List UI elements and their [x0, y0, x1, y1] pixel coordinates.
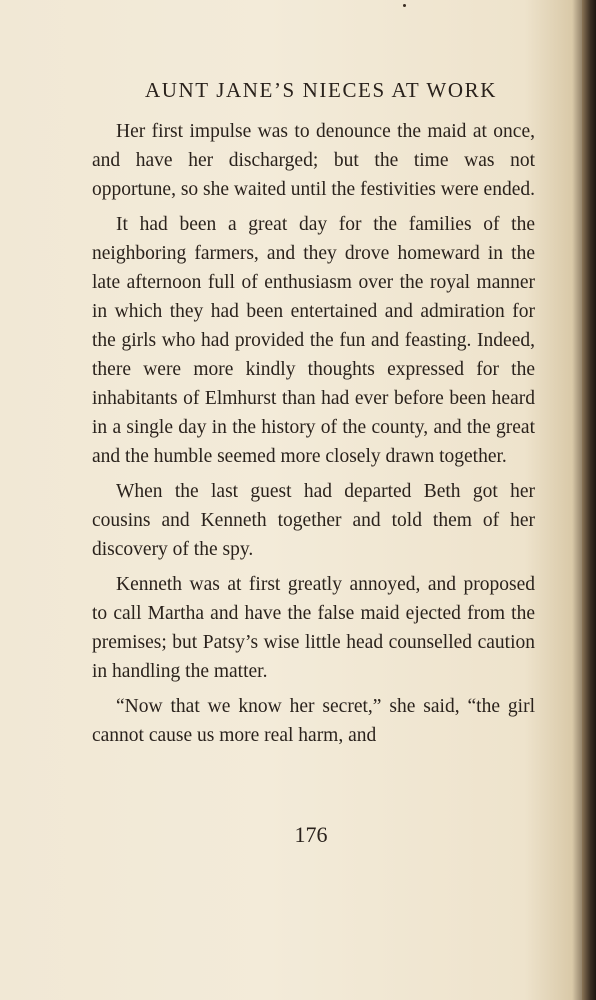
paragraph-4: Kenneth was at first greatly annoyed, and proposed to call Martha and have the false maid ejected from the premises; but Patsy’s wise little head counselled caution in handling the matter.: [92, 574, 535, 682]
page-body: [92, 117, 535, 756]
paragraph-5: “Now that we know her secret,” she said, “the girl cannot cause us more real harm, and: [92, 696, 535, 746]
paragraph-1: Her first impulse was to denounce the maid at once, and have her discharged; but the time was not opportune, so she waited until the festivities were ended.: [92, 121, 535, 200]
ink-speck: [403, 4, 406, 7]
paragraph-2: It had been a great day for the families of the neighboring farmers, and they drove homeward in the late afternoon full of enthusiasm over the royal manner in which they had been entertained and admiration for the girls who had provided the fun and feasting. Indeed, there were more kindly thoughts expressed for the inhabitants of Elmhurst than had ever before been heard in a single day in the history of the county, and the great and the humble seemed more closely drawn together.: [92, 214, 535, 467]
book-spine: [582, 0, 596, 1000]
page-number: 176: [294, 822, 328, 847]
running-header: AUNT JANE’S NIECES AT WORK: [145, 78, 497, 102]
paragraph-3: When the last guest had departed Beth got her cousins and Kenneth together and told them of her discovery of the spy.: [92, 481, 535, 560]
